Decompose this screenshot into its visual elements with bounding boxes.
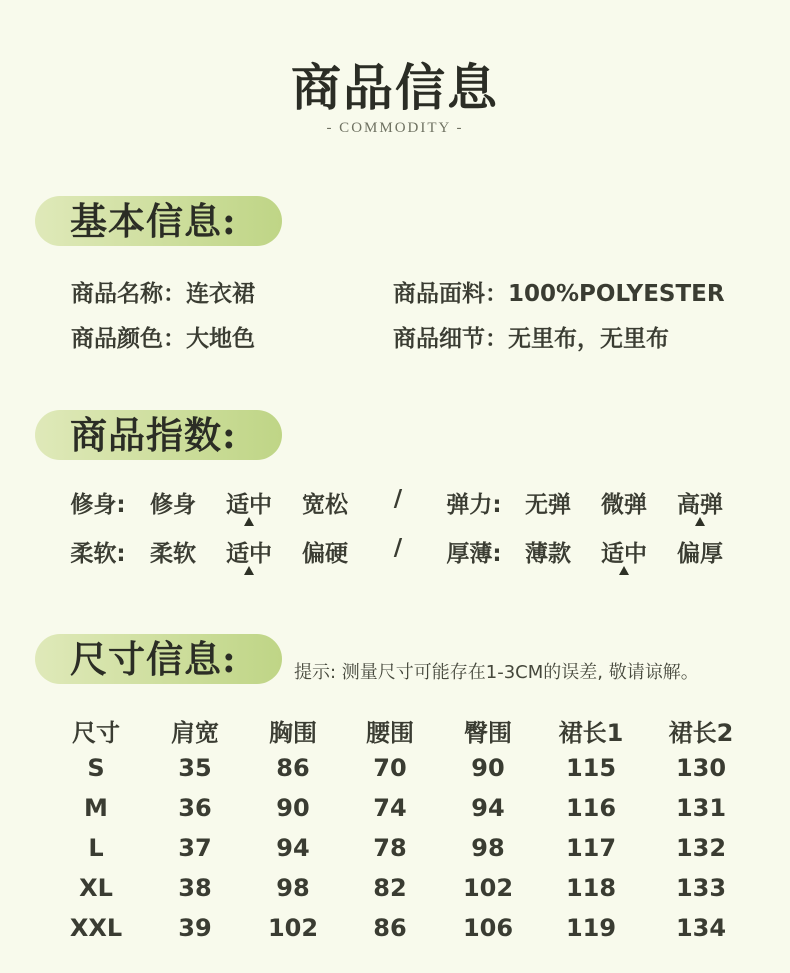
selected-marker-icon [244, 517, 254, 526]
table-cell: XXL [69, 914, 123, 942]
table-cell: 132 [675, 834, 727, 862]
table-cell: S [87, 754, 105, 782]
index-heading: 商品指数: [70, 413, 237, 457]
selected-marker-icon [695, 517, 705, 526]
index-option: 无弹 [525, 492, 571, 518]
index-option: 宽松 [302, 492, 348, 518]
index-option: 高弹 [677, 492, 723, 518]
basic-info-name: 商品名称：连衣裙 [71, 281, 255, 307]
table-cell: 117 [565, 834, 617, 862]
index-option: 适中 [226, 492, 272, 518]
table-header-cell: 尺寸 [72, 719, 120, 747]
table-cell: 94 [471, 794, 505, 822]
index-label: 厚薄: [446, 541, 502, 567]
page-title: 商品信息 [291, 58, 499, 117]
index-label: 柔软: [70, 541, 126, 567]
table-cell: 134 [675, 914, 727, 942]
size-heading-pill [35, 634, 282, 684]
table-cell: 37 [178, 834, 212, 862]
index-option: 柔软 [150, 541, 196, 567]
table-header-cell: 腰围 [366, 719, 414, 747]
table-cell: XL [79, 874, 113, 902]
table-cell: 115 [565, 754, 617, 782]
index-divider: / [393, 486, 403, 512]
size-tip: 提示: 测量尺寸可能存在1-3CM的误差, 敬请谅解。 [294, 662, 699, 683]
table-cell: 94 [276, 834, 310, 862]
size-heading: 尺寸信息: [70, 637, 237, 681]
table-cell: 86 [373, 914, 407, 942]
basic-info-heading-pill [35, 196, 282, 246]
basic-info-details: 商品细节：无里布，无里布 [393, 326, 669, 352]
table-header-cell: 裙长2 [668, 719, 734, 747]
table-cell: 102 [462, 874, 514, 902]
index-divider: / [393, 535, 403, 561]
table-cell: 86 [276, 754, 310, 782]
table-cell: 98 [276, 874, 310, 902]
table-cell: 39 [178, 914, 212, 942]
table-cell: 118 [565, 874, 617, 902]
index-label: 修身: [70, 492, 126, 518]
table-header-cell: 裙长1 [558, 719, 624, 747]
table-cell: 78 [373, 834, 407, 862]
index-option: 薄款 [525, 541, 571, 567]
table-cell: 90 [276, 794, 310, 822]
table-header-cell: 臀围 [464, 719, 512, 747]
table-cell: 90 [471, 754, 505, 782]
table-cell: 98 [471, 834, 505, 862]
table-cell: 38 [178, 874, 212, 902]
index-option: 适中 [601, 541, 647, 567]
page-subtitle: - COMMODITY - [326, 120, 464, 136]
table-cell: 130 [675, 754, 727, 782]
table-cell: 35 [178, 754, 212, 782]
table-cell: 131 [675, 794, 727, 822]
table-cell: 106 [462, 914, 514, 942]
table-cell: 74 [373, 794, 407, 822]
table-cell: L [88, 834, 104, 862]
index-label: 弹力: [446, 492, 502, 518]
index-option: 适中 [226, 541, 272, 567]
index-heading-pill [35, 410, 282, 460]
table-cell: 133 [675, 874, 727, 902]
table-header-cell: 肩宽 [171, 719, 219, 747]
selected-marker-icon [619, 566, 629, 575]
selected-marker-icon [244, 566, 254, 575]
table-cell: M [84, 794, 108, 822]
index-option: 微弹 [601, 492, 647, 518]
index-option: 偏厚 [677, 541, 723, 567]
table-cell: 102 [267, 914, 319, 942]
index-option: 修身 [150, 492, 196, 518]
index-option: 偏硬 [302, 541, 348, 567]
table-cell: 116 [565, 794, 617, 822]
basic-info-color: 商品颜色：大地色 [71, 326, 255, 352]
table-header-cell: 胸围 [269, 719, 317, 747]
basic-info-fabric: 商品面料：100%POLYESTER [393, 281, 725, 307]
basic-info-heading: 基本信息: [70, 199, 237, 243]
table-cell: 82 [373, 874, 407, 902]
table-cell: 70 [373, 754, 407, 782]
table-cell: 119 [565, 914, 617, 942]
table-cell: 36 [178, 794, 212, 822]
